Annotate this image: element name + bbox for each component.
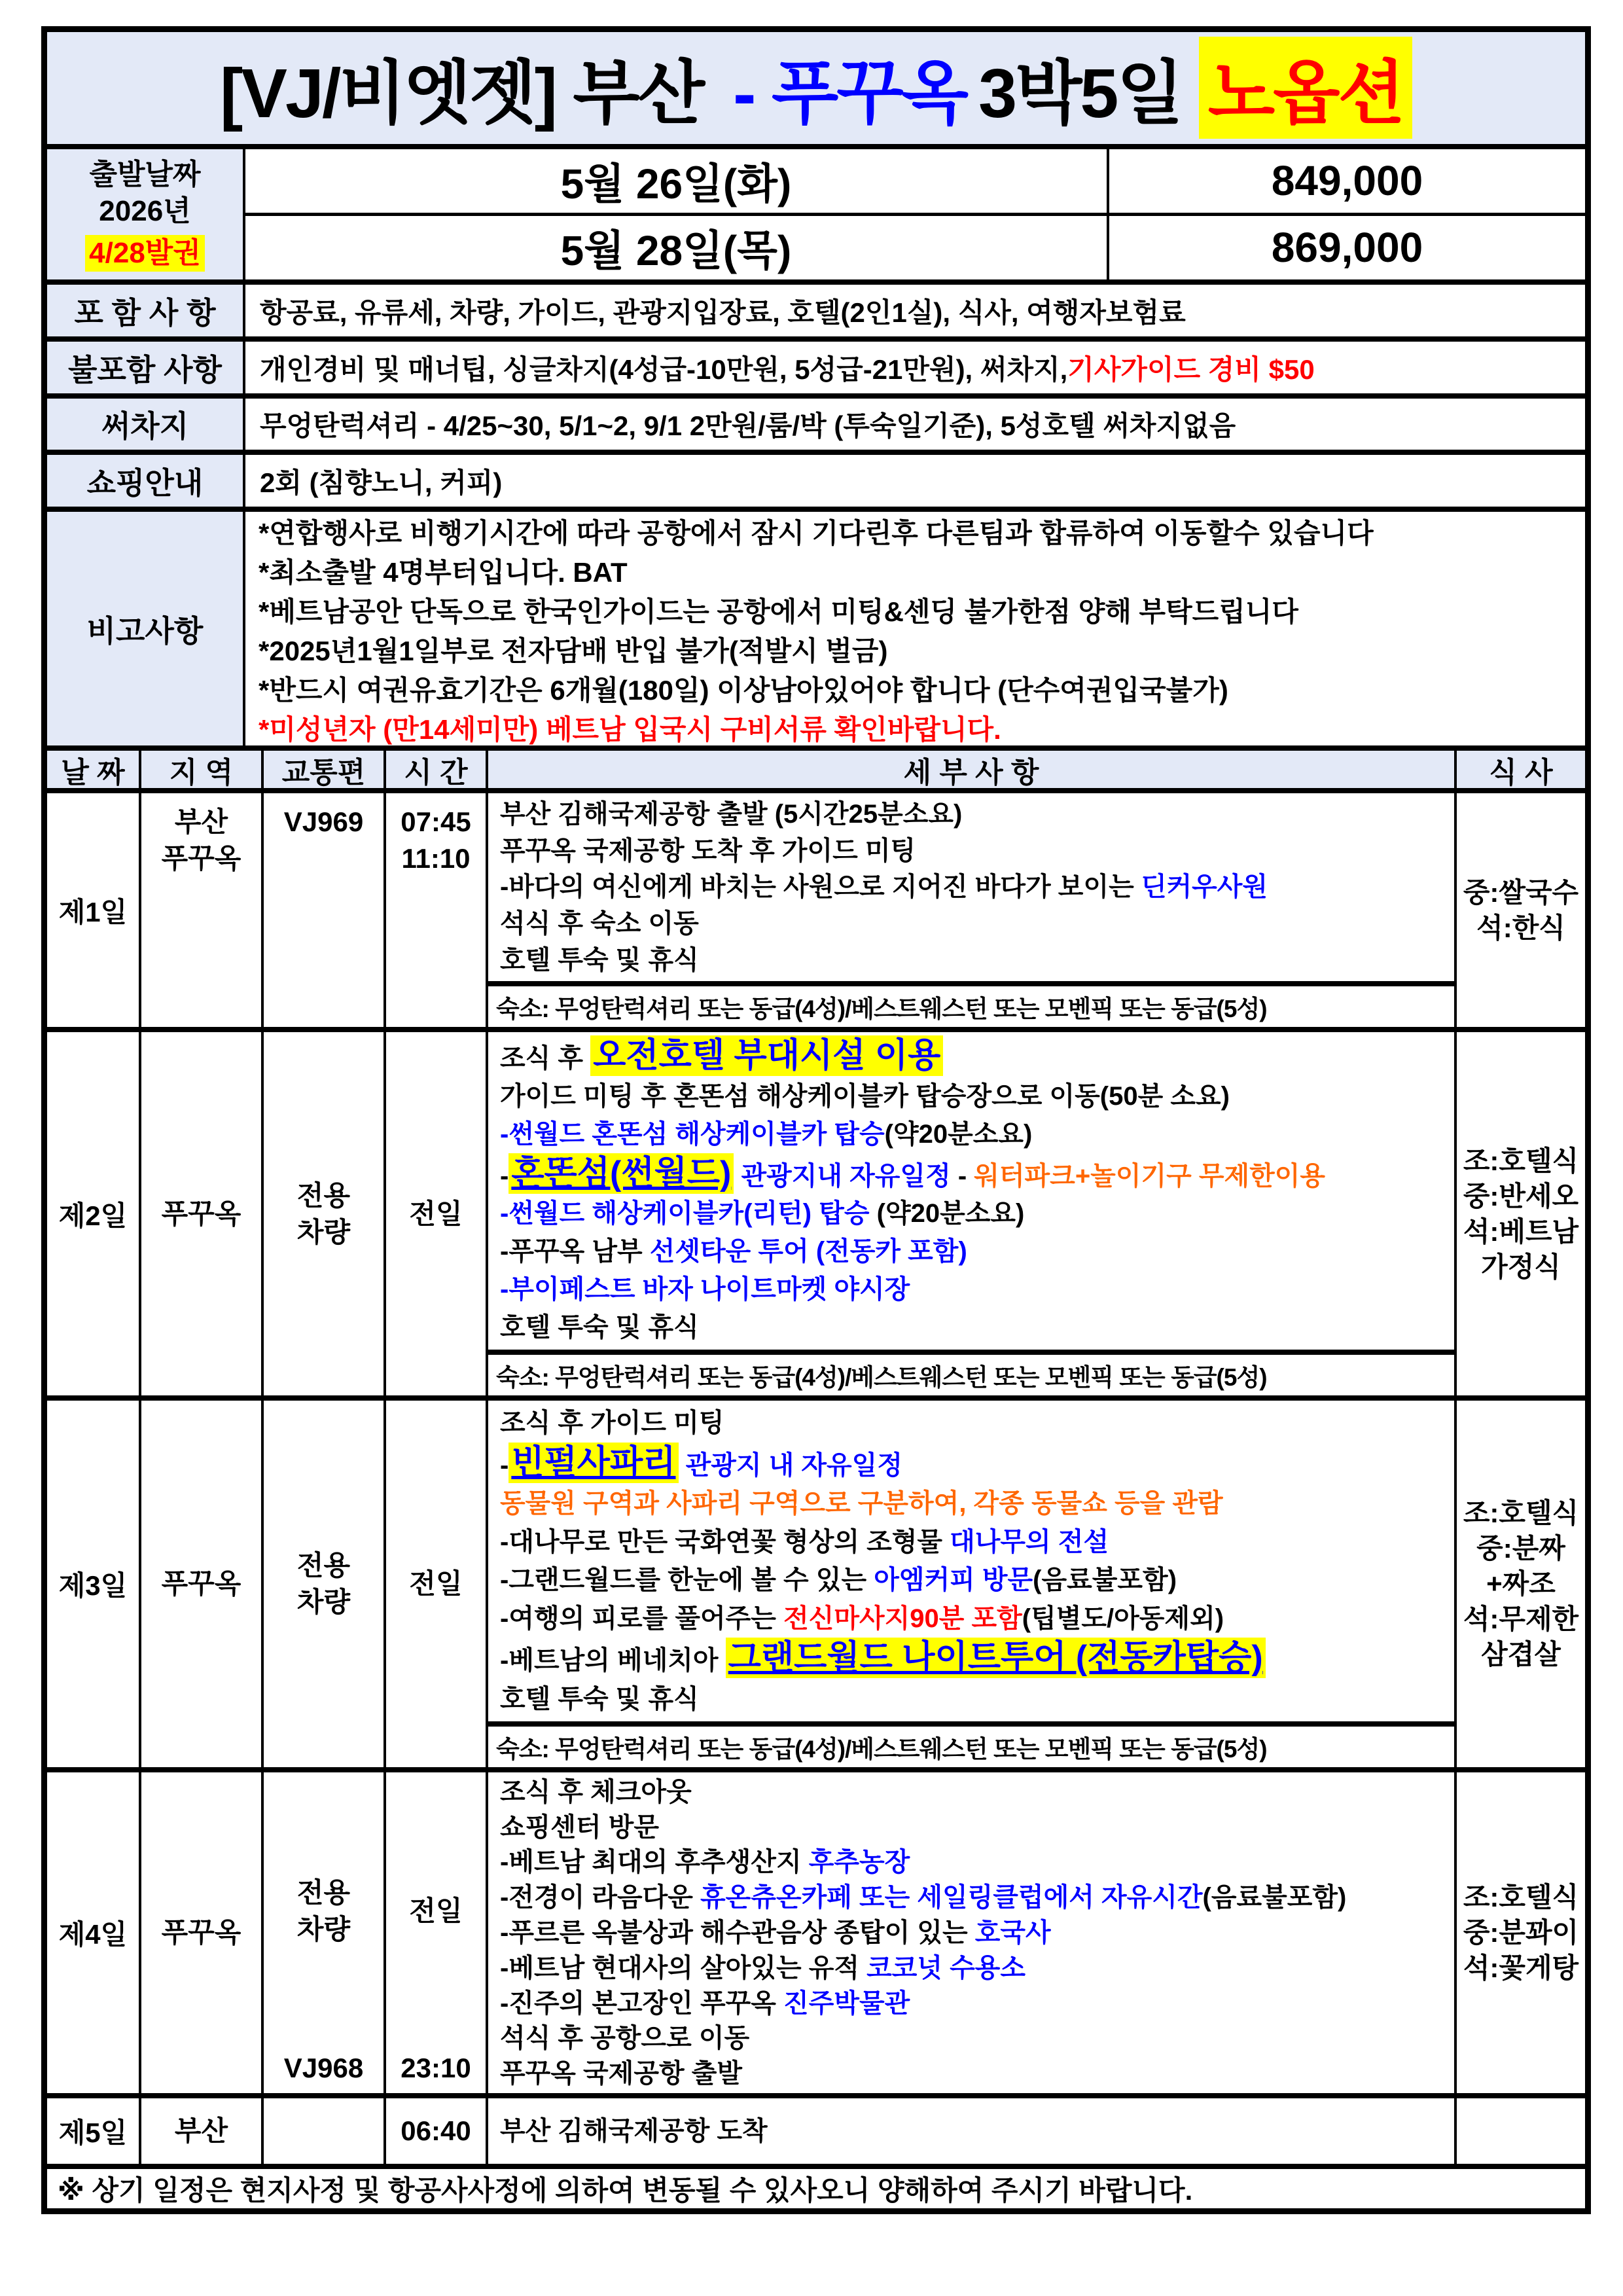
time-cell-line: 07:45 bbox=[401, 806, 471, 837]
title-part1: [VJ/비엣젯] 부산 bbox=[220, 55, 704, 133]
detail-cell bbox=[488, 1032, 1457, 1395]
itinerary-days bbox=[47, 793, 1585, 2169]
text-segment: 오전호텔 부대시설 이용 bbox=[590, 1035, 943, 1076]
detail-line bbox=[500, 1683, 1454, 1715]
text-segment: -썬월드 혼똔섬 해상케이블카 탑승 bbox=[500, 1119, 885, 1149]
info-value bbox=[245, 455, 1585, 507]
text-segment: 빈펄사파리 bbox=[508, 1443, 678, 1483]
detail-line bbox=[500, 1917, 1454, 1948]
detail-line bbox=[500, 1603, 1454, 1634]
detail-main bbox=[488, 1772, 1454, 2093]
text-segment: 석식 후 숙소 이동 bbox=[500, 909, 699, 939]
meal-line: 조:호텔식 bbox=[1463, 1882, 1579, 1912]
text-segment: *2025년1월1일부로 전자담배 반입 불가(적발시 벌금) bbox=[259, 636, 888, 666]
text-segment: (팁별도/아동제외) bbox=[1022, 1604, 1224, 1633]
remark-line bbox=[259, 590, 1585, 630]
text-segment: 대나무의 전설 bbox=[950, 1527, 1109, 1556]
text-segment: -썬월드 해상케이블카(리턴) 탑승 bbox=[500, 1199, 870, 1229]
time-cell bbox=[386, 1401, 488, 1767]
info-rows bbox=[47, 285, 1585, 512]
remark-line bbox=[259, 708, 1585, 745]
text-segment: 항공료, 유류세, 차량, 가이드, 관광지입장료, 호텔(2인1실), 식사, 여행자보험료 bbox=[260, 296, 1186, 328]
time-cell-line: 전일 bbox=[409, 1568, 463, 1599]
text-segment: - bbox=[500, 1161, 509, 1191]
departure-label-line1: 출발날짜 bbox=[89, 158, 201, 191]
text-segment: -부이페스트 바자 나이트마켓 야시장 bbox=[500, 1275, 910, 1304]
info-row bbox=[47, 455, 1585, 512]
header-cell: 교통편 bbox=[264, 751, 386, 788]
text-segment: 휴온츄온카페 또는 세일링클럽에서 자유시간 bbox=[700, 1883, 1203, 1912]
departure-label-line2: 2026년 bbox=[99, 195, 191, 228]
region-cell bbox=[141, 793, 264, 1027]
transport-cell-line: 전용 bbox=[296, 1877, 351, 1908]
transport-cell-line: 전용 bbox=[296, 1550, 351, 1581]
header-cell: 지 역 bbox=[141, 751, 264, 788]
text-segment: 조식 후 체크아웃 bbox=[500, 1777, 692, 1806]
detail-line bbox=[500, 1526, 1454, 1558]
text-segment: 워터파크+놀이기구 무제한이용 bbox=[974, 1161, 1326, 1191]
meal-line: 석:베트남 bbox=[1463, 1215, 1579, 1247]
region-cell-line: 푸꾸옥 bbox=[161, 1568, 241, 1599]
meal-line: 조:호텔식 bbox=[1463, 1145, 1579, 1176]
text-segment: 개인경비 및 매너팁, 싱글차지(4성급-10만원, 5성급-21만원), 써차지, bbox=[260, 353, 1068, 385]
transport-cell bbox=[264, 1772, 386, 2093]
transport-cell-line: 차량 bbox=[296, 1216, 351, 1247]
day-number: 제5일 bbox=[47, 2098, 141, 2164]
text-segment: *베트남공안 단독으로 한국인가이드는 공항에서 미팅&센딩 불가한점 양해 부탁드립니다 bbox=[259, 596, 1298, 627]
detail-line bbox=[500, 1952, 1454, 1984]
detail-line bbox=[500, 1081, 1454, 1112]
text-segment: *연합행사로 비행기시간에 따라 공항에서 잠시 기다린후 다른팀과 합류하여 이동할수 있습니다 bbox=[259, 518, 1374, 548]
meal-line: 중:반세오 bbox=[1463, 1180, 1579, 1211]
meal-cell bbox=[1457, 1772, 1585, 2093]
text-segment: - bbox=[950, 1161, 974, 1191]
detail-line bbox=[500, 835, 1454, 867]
meal-line: 중:분꽈이 bbox=[1463, 1917, 1579, 1948]
meal-line: 삼겹살 bbox=[1481, 1639, 1561, 1670]
document-table bbox=[41, 26, 1591, 2214]
day-number: 제2일 bbox=[47, 1032, 141, 1395]
text-segment: 푸꾸옥 국제공항 출발 bbox=[500, 2059, 742, 2089]
info-label: 쇼핑안내 bbox=[47, 455, 245, 507]
remark-line bbox=[259, 669, 1585, 708]
departure-rows bbox=[245, 149, 1585, 279]
text-segment: *반드시 여권유효기간은 6개월(180일) 이상남아있어야 합니다 (단수여권입국불가) bbox=[259, 675, 1228, 706]
meal-line: 가정식 bbox=[1481, 1251, 1561, 1282]
detail-line bbox=[500, 1776, 1454, 1808]
lodging-row: 숙소: 무엉탄럭셔리 또는 동급(4성)/베스트웨스턴 또는 모벤픽 또는 동급(5성) bbox=[488, 981, 1454, 1027]
detail-line bbox=[500, 944, 1454, 976]
time-cell bbox=[386, 1772, 488, 2093]
text-segment: (약20분소요) bbox=[884, 1119, 1033, 1149]
meal-line: 석:무제한 bbox=[1463, 1604, 1579, 1634]
time-cell bbox=[386, 793, 488, 1027]
meal-cell bbox=[1457, 1032, 1585, 1395]
departure-price: 849,000 bbox=[1271, 157, 1423, 205]
remark-line bbox=[259, 551, 1585, 590]
text-segment: 혼똔섬(썬월드) bbox=[508, 1153, 734, 1194]
departure-date-row bbox=[245, 149, 1585, 213]
text-segment: *미성년자 (만14세미만) 베트남 입국시 구비서류 확인바랍니다. bbox=[259, 714, 1001, 745]
info-label: 불포함 사항 bbox=[47, 342, 245, 393]
text-segment: 부산 김해국제공항 도착 bbox=[500, 2117, 768, 2145]
departure-date: 5월 26일(화) bbox=[245, 149, 1109, 213]
transport-cell bbox=[264, 793, 386, 1027]
text-segment: 가이드 미팅 후 혼똔섬 해상케이블카 탑승장으로 이동(50분 소요) bbox=[500, 1081, 1230, 1111]
meal-cell bbox=[1457, 793, 1585, 1027]
text-segment: -그랜드월드를 한눈에 볼 수 있는 bbox=[500, 1566, 874, 1595]
transport-cell-line: 차량 bbox=[296, 1914, 351, 1945]
time-cell bbox=[386, 1032, 488, 1395]
detail-line bbox=[500, 1154, 1454, 1193]
detail-line bbox=[500, 1882, 1454, 1913]
text-segment: 쇼핑센터 방문 bbox=[500, 1812, 659, 1842]
region-cell bbox=[141, 2098, 264, 2164]
text-segment: 후추농장 bbox=[808, 1848, 910, 1877]
time-cell-line: 11:10 bbox=[401, 843, 471, 874]
title-destination: - 푸꾸옥 bbox=[733, 55, 967, 133]
itinerary-day-row bbox=[47, 1032, 1585, 1401]
itinerary-day-row bbox=[47, 1772, 1585, 2098]
detail-line bbox=[500, 1198, 1454, 1229]
time-cell bbox=[386, 2098, 488, 2164]
transport-cell bbox=[264, 2098, 386, 2164]
time-cell-line: 전일 bbox=[409, 1895, 463, 1926]
remarks-lines bbox=[245, 512, 1585, 745]
header-cell: 시 간 bbox=[386, 751, 488, 788]
transport-cell-line: 차량 bbox=[296, 1587, 351, 1617]
text-segment: 관광지내 자유일정 bbox=[734, 1161, 951, 1191]
text-segment: (약20분소요) bbox=[869, 1199, 1025, 1229]
header-cell: 날 짜 bbox=[47, 751, 141, 788]
detail-line bbox=[500, 2022, 1454, 2054]
region-cell bbox=[141, 1401, 264, 1767]
remark-line bbox=[259, 630, 1585, 669]
text-segment: 호텔 투숙 및 휴식 bbox=[500, 1313, 699, 1342]
text-segment: 선셋타운 투어 (전동카 포함) bbox=[649, 1237, 967, 1266]
text-segment: -대나무로 만든 국화연꽃 형상의 조형물 bbox=[500, 1527, 950, 1556]
detail-main bbox=[488, 1401, 1454, 1721]
text-segment: 석식 후 공항으로 이동 bbox=[500, 2024, 750, 2053]
text-segment: -베트남 최대의 후추생산지 bbox=[500, 1848, 809, 1877]
transport-cell bbox=[264, 1032, 386, 1395]
day-number: 제1일 bbox=[47, 793, 141, 1027]
info-row bbox=[47, 342, 1585, 399]
text-segment: 그랜드월드 나이트투어 (전동카탑승) bbox=[726, 1638, 1266, 1678]
region-cell-line: 부산 bbox=[174, 806, 228, 837]
time-cell-line: 전일 bbox=[409, 1198, 463, 1229]
meal-cell bbox=[1457, 1401, 1585, 1767]
text-segment: 관광지 내 자유일정 bbox=[678, 1450, 902, 1480]
detail-line bbox=[500, 798, 1454, 830]
departure-label bbox=[47, 149, 245, 279]
text-segment: 부산 김해국제공항 출발 (5시간25분소요) bbox=[500, 799, 963, 829]
meal-line: 조:호텔식 bbox=[1463, 1498, 1579, 1528]
detail-line bbox=[500, 1407, 1454, 1439]
detail-main bbox=[488, 793, 1454, 981]
text-segment: 호국사 bbox=[974, 1918, 1051, 1947]
text-segment: 아엠커피 방문 bbox=[874, 1566, 1033, 1595]
info-row bbox=[47, 285, 1585, 342]
detail-line bbox=[500, 1564, 1454, 1596]
detail-line bbox=[500, 1274, 1454, 1305]
itinerary-day-row bbox=[47, 1401, 1585, 1772]
text-segment: 2회 (침향노니, 커피) bbox=[260, 467, 503, 498]
text-segment: 코코넛 수용소 bbox=[866, 1953, 1026, 1982]
transport-cell-line: 전용 bbox=[296, 1179, 351, 1211]
departure-date-row bbox=[245, 213, 1585, 279]
lodging-row: 숙소: 무엉탄럭셔리 또는 동급(4성)/베스트웨스턴 또는 모벤픽 또는 동급(5성) bbox=[488, 1350, 1454, 1395]
meal-line: +짜조 bbox=[1486, 1568, 1556, 1599]
detail-line bbox=[500, 2115, 1454, 2147]
text-segment: -바다의 여신에게 바치는 사원으로 지어진 바다가 보이는 bbox=[500, 872, 1141, 902]
region-cell-line: 부산 bbox=[174, 2115, 228, 2146]
text-segment: *최소출발 4명부터입니다. BAT bbox=[259, 557, 628, 588]
info-row bbox=[47, 399, 1585, 455]
detail-line bbox=[500, 1312, 1454, 1343]
text-segment: -진주의 본고장인 푸꾸옥 bbox=[500, 1988, 784, 2018]
detail-line bbox=[500, 1812, 1454, 1843]
time-cell-line: 06:40 bbox=[401, 2115, 471, 2146]
text-segment: - bbox=[500, 1450, 509, 1480]
region-cell bbox=[141, 1772, 264, 2093]
detail-cell bbox=[488, 1401, 1457, 1767]
meal-line: 석:꽃게탕 bbox=[1463, 1952, 1579, 1983]
text-segment: -여행의 피로를 풀어주는 bbox=[500, 1604, 784, 1633]
itinerary-header-row bbox=[47, 751, 1585, 793]
text-segment: 푸꾸옥 국제공항 도착 후 가이드 미팅 bbox=[500, 836, 916, 865]
departure-block bbox=[47, 149, 1585, 285]
detail-line bbox=[500, 1488, 1454, 1519]
text-segment: -베트남 현대사의 살아있는 유적 bbox=[500, 1953, 867, 1982]
remark-line bbox=[259, 512, 1585, 551]
detail-cell bbox=[488, 793, 1457, 1027]
text-segment: -전경이 라음다운 bbox=[500, 1883, 701, 1912]
meal-line: 중:분짜 bbox=[1476, 1533, 1565, 1564]
text-segment: 호텔 투숙 및 휴식 bbox=[500, 946, 699, 975]
info-value bbox=[245, 342, 1585, 393]
meal-cell bbox=[1457, 2098, 1585, 2164]
info-value bbox=[245, 399, 1585, 450]
text-segment: 전신마사지90분 포함 bbox=[783, 1604, 1022, 1633]
title-part3: 3박5일 bbox=[978, 55, 1182, 133]
transport-cell-line: VJ968 bbox=[283, 2053, 364, 2083]
detail-cell bbox=[488, 2098, 1457, 2164]
detail-line bbox=[500, 1119, 1454, 1150]
text-segment: 진주박물관 bbox=[783, 1988, 910, 2018]
detail-line bbox=[500, 871, 1454, 903]
detail-line bbox=[500, 1236, 1454, 1267]
detail-line bbox=[500, 1036, 1454, 1075]
info-label: 써차지 bbox=[47, 399, 245, 450]
itinerary-day-row bbox=[47, 793, 1585, 1032]
document-title bbox=[47, 32, 1585, 149]
lodging-row: 숙소: 무엉탄럭셔리 또는 동급(4성)/베스트웨스턴 또는 모벤픽 또는 동급(5성) bbox=[488, 1721, 1454, 1767]
detail-main bbox=[488, 1032, 1454, 1350]
region-cell-line: 푸꾸옥 bbox=[161, 1917, 241, 1948]
detail-line bbox=[500, 1988, 1454, 2019]
header-cell: 세 부 사 항 bbox=[488, 751, 1457, 788]
text-segment: 호텔 투숙 및 휴식 bbox=[500, 1684, 699, 1713]
info-value bbox=[245, 285, 1585, 336]
text-segment: -푸르른 옥불상과 해수관음상 종탑이 있는 bbox=[500, 1918, 975, 1947]
detail-cell bbox=[488, 1772, 1457, 2093]
detail-line bbox=[500, 2058, 1454, 2089]
detail-line bbox=[500, 908, 1454, 939]
detail-main bbox=[488, 2098, 1454, 2164]
region-cell bbox=[141, 1032, 264, 1395]
header-cell: 식 사 bbox=[1489, 756, 1553, 788]
text-segment: -베트남의 베네치아 bbox=[500, 1646, 726, 1676]
departure-price: 869,000 bbox=[1271, 224, 1423, 272]
text-segment: (음료불포함) bbox=[1202, 1883, 1347, 1912]
day-number: 제3일 bbox=[47, 1401, 141, 1767]
text-segment: 무엉탄럭셔리 - 4/25~30, 5/1~2, 9/1 2만원/룸/박 (투숙일기준), 5성호텔 써차지없음 bbox=[260, 410, 1236, 441]
remarks-label: 비고사항 bbox=[47, 512, 245, 745]
itinerary-day-row bbox=[47, 2098, 1585, 2169]
text-segment: 동물원 구역과 사파리 구역으로 구분하여, 각종 동물쇼 등을 관람 bbox=[500, 1489, 1223, 1518]
region-cell-line: 푸꾸옥 bbox=[161, 843, 241, 874]
ticketing-date-badge: 4/28발권 bbox=[85, 235, 205, 272]
text-segment: 기사가이드 경비 $50 bbox=[1067, 353, 1315, 385]
transport-cell-line: VJ969 bbox=[283, 806, 364, 837]
footer-note: ※ 상기 일정은 현지사정 및 항공사사정에 의하여 변동될 수 있사오니 양해하여 주시기 바랍니다. bbox=[58, 2175, 1193, 2206]
text-segment: 딘커우사원 bbox=[1141, 872, 1268, 902]
text-segment: -푸꾸옥 남부 bbox=[500, 1237, 650, 1266]
detail-line bbox=[500, 1443, 1454, 1482]
info-label: 포 함 사 항 bbox=[47, 285, 245, 336]
no-option-badge: 노옵션 bbox=[1199, 37, 1412, 139]
departure-date: 5월 28일(목) bbox=[245, 216, 1109, 279]
region-cell-line: 푸꾸옥 bbox=[161, 1198, 241, 1229]
remarks-row bbox=[47, 512, 1585, 751]
text-segment: 조식 후 bbox=[500, 1043, 591, 1073]
day-number: 제4일 bbox=[47, 1772, 141, 2093]
transport-cell bbox=[264, 1401, 386, 1767]
meal-line: 석:한식 bbox=[1476, 912, 1565, 943]
meal-line: 중:쌀국수 bbox=[1463, 876, 1579, 908]
text-segment: 조식 후 가이드 미팅 bbox=[500, 1408, 724, 1438]
detail-line bbox=[500, 1641, 1454, 1676]
text-segment: (음료불포함) bbox=[1033, 1566, 1177, 1595]
detail-line bbox=[500, 1846, 1454, 1878]
time-cell-line: 23:10 bbox=[401, 2053, 471, 2083]
